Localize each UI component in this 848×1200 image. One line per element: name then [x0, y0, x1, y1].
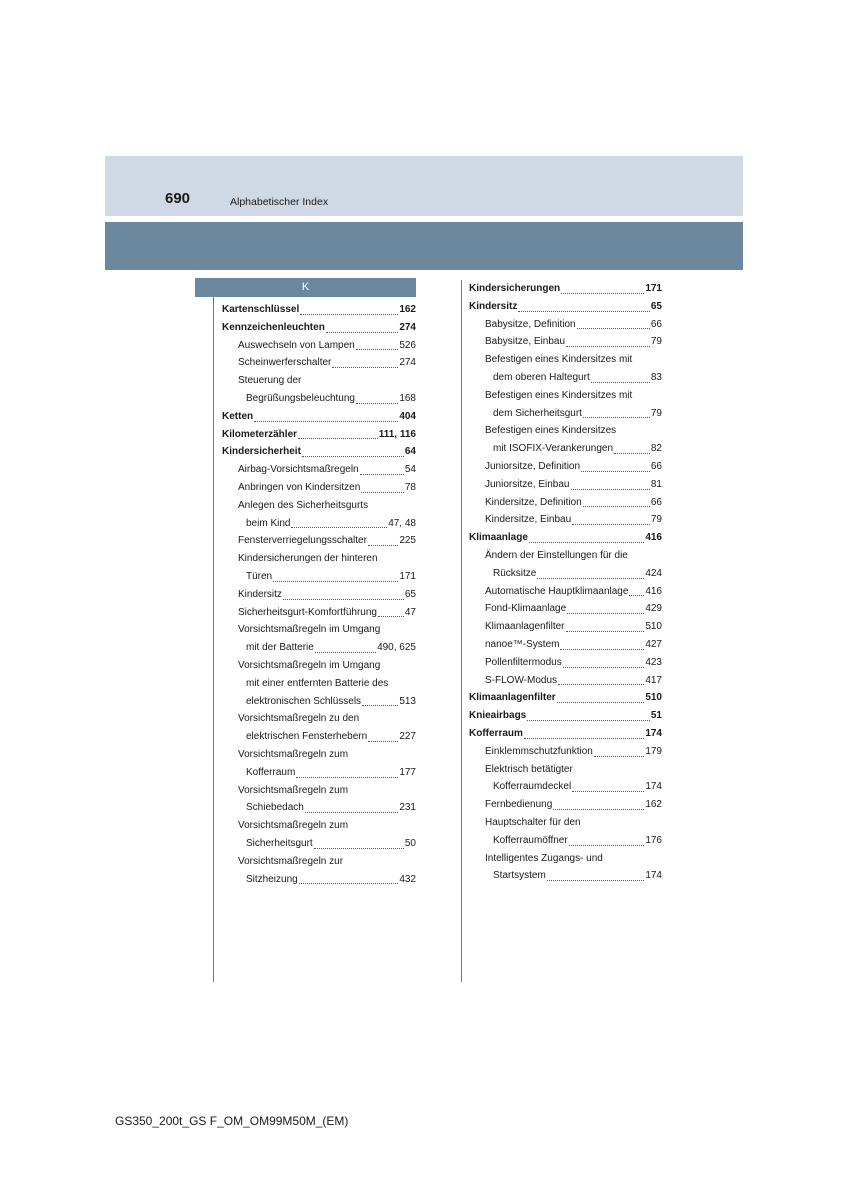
index-entry [222, 639, 416, 657]
index-entry-page: 429 [645, 603, 662, 615]
leader-dots [557, 702, 645, 703]
index-entry-text: Klimaanlage [469, 532, 528, 544]
index-entry-text: Kindersitz [238, 588, 282, 600]
index-entry-text: Befestigen eines Kindersitzes mit [485, 389, 633, 401]
leader-dots [356, 349, 399, 350]
index-entry [469, 707, 662, 725]
index-entry-page: 510 [645, 621, 662, 633]
header-color-band [105, 222, 743, 270]
index-entry-page: 65 [650, 300, 662, 312]
page-title: Alphabetischer Index [230, 196, 329, 208]
index-entry-text: Sitzheizung [246, 873, 298, 885]
index-entry-page: 490, 625 [377, 642, 416, 654]
index-entry-text: Anbringen von Kindersitzen [238, 481, 361, 493]
index-entry [469, 333, 662, 351]
index-entry [222, 728, 416, 746]
index-entry-page: 162 [645, 799, 662, 811]
index-entry [469, 280, 662, 298]
index-entry-page: 526 [399, 339, 416, 351]
leader-dots [572, 791, 644, 792]
leader-dots [560, 649, 644, 650]
index-entry-text: Kindersitze, Definition [485, 496, 582, 508]
page-number: 690 [165, 190, 191, 207]
index-entry-text: Türen [246, 570, 273, 582]
index-entry [222, 461, 416, 479]
index-entry-text: Kennzeichenleuchten [222, 321, 325, 333]
index-entry-text: Begrüßungsbeleuchtung [246, 392, 355, 404]
left-column-rule [213, 297, 214, 982]
leader-dots [296, 777, 398, 778]
leader-dots [569, 845, 645, 846]
index-entry-text: Ketten [222, 410, 254, 422]
document-code: GS350_200t_GS F_OM_OM99M50M_(EM) [115, 1114, 349, 1128]
index-entry [222, 621, 416, 639]
index-entry-text: mit ISOFIX-Verankerungen [493, 443, 614, 455]
index-entry [469, 796, 662, 814]
index-entry-text: Befestigen eines Kindersitzes mit [485, 354, 633, 366]
index-entry-text: Vorsichtsmaßregeln zum [238, 748, 349, 760]
leader-dots [368, 741, 398, 742]
leader-dots [291, 527, 387, 528]
index-entry-text: Kindersicherungen [469, 283, 561, 294]
index-entry [469, 405, 662, 423]
leader-dots [527, 720, 650, 721]
index-entry [469, 298, 662, 316]
index-entry-page: 66 [650, 318, 662, 330]
index-entry-page: 51 [650, 710, 662, 722]
index-entry [222, 390, 416, 408]
index-entry-page: 111, 116 [378, 428, 416, 440]
index-entry [469, 476, 662, 494]
index-entry [222, 853, 416, 871]
index-entry-page: 64 [404, 446, 416, 458]
index-entry [469, 814, 662, 832]
leader-dots [567, 613, 644, 614]
index-column-right [469, 280, 662, 885]
index-entry-text: Babysitze, Einbau [485, 336, 566, 348]
leader-dots [563, 667, 645, 668]
index-entry [469, 689, 662, 707]
leader-dots [362, 705, 398, 706]
index-entry-page: 424 [645, 567, 662, 579]
index-entry [469, 565, 662, 583]
index-entry-page: 171 [399, 570, 416, 582]
index-entry-text: Kindersicherungen der hinteren [238, 553, 378, 565]
index-entry [222, 301, 416, 319]
leader-dots [581, 471, 650, 472]
leader-dots [524, 738, 644, 739]
leader-dots [368, 545, 398, 546]
index-entry-page: 417 [645, 674, 662, 686]
leader-dots [298, 438, 378, 439]
index-entry [222, 871, 416, 889]
index-entry-page: 54 [404, 464, 416, 476]
index-entry-text: elektrischen Fensterhebern [246, 731, 368, 743]
index-entry [469, 867, 662, 885]
index-entry-page: 66 [650, 460, 662, 472]
index-entry-text: Einklemmschutzfunktion [485, 745, 593, 757]
index-entry-text: Vorsichtsmaßregeln im Umgang [238, 624, 381, 636]
leader-dots [302, 456, 404, 457]
index-entry-text: Startsystem [493, 870, 546, 882]
index-entry-page: 174 [645, 870, 662, 882]
index-entry-text: Ändern der Einstellungen für die [485, 549, 628, 561]
leader-dots [254, 421, 398, 422]
index-entry-text: Kindersitz [469, 300, 518, 312]
index-entry [222, 799, 416, 817]
index-entry-text: Vorsichtsmaßregeln zum [238, 820, 349, 832]
section-letter-bar: K [195, 278, 416, 297]
index-entry [469, 583, 662, 601]
index-entry-text: Vorsichtsmaßregeln zur [238, 855, 344, 867]
index-entry-page: 168 [399, 392, 416, 404]
index-entry [469, 725, 662, 743]
index-entry-page: 79 [650, 514, 662, 526]
index-entry [222, 497, 416, 515]
index-entry-page: 47 [404, 606, 416, 618]
index-entry-text: Hauptschalter für den [485, 816, 581, 828]
index-entry-page: 176 [645, 834, 662, 846]
index-entry [469, 440, 662, 458]
index-entry-text: beim Kind [246, 517, 291, 529]
leader-dots [273, 581, 398, 582]
index-entry [469, 761, 662, 779]
index-entry-page: 174 [645, 781, 662, 793]
index-entry-text: Automatische Hauptklimaanlage [485, 585, 629, 597]
index-entry-text: Kilometerzähler [222, 428, 298, 440]
leader-dots [518, 311, 650, 312]
index-entry [222, 746, 416, 764]
leader-dots [629, 595, 644, 596]
index-entry [222, 515, 416, 533]
index-entry [469, 529, 662, 547]
index-entry-text: Fernbedienung [485, 799, 553, 811]
index-entry [222, 372, 416, 390]
leader-dots [529, 542, 644, 543]
index-entry-text: Fensterverriegelungsschalter [238, 535, 367, 547]
index-entry-text: Vorsichtsmaßregeln zum [238, 784, 349, 796]
index-entry [222, 604, 416, 622]
index-entry-page: 47, 48 [388, 517, 416, 529]
index-entry-text: elektronischen Schlüssels [246, 695, 362, 707]
index-entry [469, 316, 662, 334]
index-entry-page: 81 [650, 478, 662, 490]
index-entry [469, 422, 662, 440]
leader-dots [299, 883, 399, 884]
index-entry-page: 274 [399, 357, 416, 369]
index-entry [469, 511, 662, 529]
index-entry-text: Vorsichtsmaßregeln im Umgang [238, 659, 381, 671]
leader-dots [572, 524, 650, 525]
leader-dots [360, 474, 404, 475]
index-column-left [222, 301, 416, 888]
index-entry [469, 547, 662, 565]
index-entry [469, 778, 662, 796]
index-entry [469, 850, 662, 868]
index-entry [469, 351, 662, 369]
leader-dots [314, 848, 404, 849]
index-entry-text: Babysitze, Definition [485, 318, 576, 330]
index-entry-page: 432 [399, 873, 416, 885]
index-entry [222, 693, 416, 711]
leader-dots [561, 293, 644, 294]
index-entry-text: dem Sicherheitsgurt [493, 407, 582, 419]
index-entry [469, 618, 662, 636]
index-entry-page: 404 [399, 410, 416, 422]
index-entry-text: Auswechseln von Lampen [238, 339, 355, 351]
index-entry [222, 817, 416, 835]
index-entry-page: 416 [645, 585, 662, 597]
index-entry-page: 227 [399, 731, 416, 743]
index-entry-text: dem oberen Haltegurt [493, 371, 590, 383]
index-entry [469, 458, 662, 476]
leader-dots [300, 314, 398, 315]
index-entry [222, 408, 416, 426]
index-entry-page: 231 [399, 802, 416, 814]
index-entry-page: 513 [399, 695, 416, 707]
index-entry [222, 479, 416, 497]
index-entry [222, 782, 416, 800]
index-entry-page: 225 [399, 535, 416, 547]
middle-column-rule [461, 280, 462, 982]
index-entry-text: Klimaanlagenfilter [485, 621, 565, 633]
index-entry-text: Klimaanlagenfilter [469, 692, 556, 704]
leader-dots [583, 417, 650, 418]
leader-dots [614, 453, 650, 454]
index-entry [222, 354, 416, 372]
index-entry-text: Befestigen eines Kindersitzes [485, 425, 617, 437]
index-entry-text: Sicherheitsgurt-Komfortführung [238, 606, 377, 618]
index-entry-page: 78 [404, 481, 416, 493]
index-entry-text: Elektrisch betätigter [485, 763, 573, 775]
index-entry [469, 636, 662, 654]
index-entry [222, 319, 416, 337]
index-entry [222, 675, 416, 693]
index-entry [222, 657, 416, 675]
index-entry-page: 79 [650, 407, 662, 419]
index-entry [469, 600, 662, 618]
index-entry [222, 532, 416, 550]
index-entry [222, 443, 416, 461]
index-entry [222, 426, 416, 444]
index-entry-text: Steuerung der [238, 375, 302, 387]
index-entry [469, 369, 662, 387]
index-entry-text: Vorsichtsmaßregeln zu den [238, 713, 360, 725]
index-entry-page: 274 [399, 321, 416, 333]
leader-dots [566, 631, 645, 632]
index-entry-text: nanoe™-System [485, 638, 560, 650]
header-top-band [105, 156, 743, 216]
leader-dots [332, 367, 398, 368]
index-entry-text: Kofferraumöffner [493, 834, 568, 846]
index-entry [222, 764, 416, 782]
index-entry-page: 83 [650, 371, 662, 383]
index-entry-page: 50 [404, 837, 416, 849]
leader-dots [558, 684, 644, 685]
index-entry-page: 174 [645, 727, 662, 739]
index-entry-page: 416 [645, 532, 662, 544]
index-entry-text: mit einer entfernten Batterie des [246, 677, 389, 689]
index-entry-page: 82 [650, 443, 662, 455]
index-entry-text: Knieairbags [469, 710, 527, 722]
index-entry-text: Intelligentes Zugangs- und [485, 852, 603, 864]
index-entry [469, 494, 662, 512]
index-entry-text: mit der Batterie [246, 642, 314, 654]
leader-dots [553, 809, 644, 810]
index-entry-text: Scheinwerferschalter [238, 357, 332, 369]
index-entry-page: 171 [645, 283, 662, 294]
leader-dots [571, 489, 650, 490]
index-entry [469, 672, 662, 690]
index-entry-text: Kindersitze, Einbau [485, 514, 572, 526]
index-entry-text: Schiebedach [246, 802, 304, 814]
leader-dots [305, 812, 398, 813]
index-entry-text: Kindersicherheit [222, 446, 301, 458]
index-entry-text: Pollenfiltermodus [485, 656, 562, 668]
index-entry-page: 179 [645, 745, 662, 757]
index-entry [222, 550, 416, 568]
index-entry-text: Sicherheitsgurt [246, 837, 313, 849]
index-entry [222, 568, 416, 586]
leader-dots [315, 652, 376, 653]
index-entry-text: Airbag-Vorsichtsmaßregeln [238, 464, 359, 476]
index-entry [469, 654, 662, 672]
leader-dots [378, 616, 404, 617]
leader-dots [547, 880, 645, 881]
leader-dots [326, 332, 399, 333]
index-entry-text: Kofferraum [469, 727, 523, 739]
leader-dots [537, 578, 644, 579]
leader-dots [361, 492, 404, 493]
index-entry-page: 162 [399, 304, 416, 315]
index-entry-text: Juniorsitze, Definition [485, 460, 581, 472]
index-entry [222, 835, 416, 853]
leader-dots [577, 328, 650, 329]
index-entry-text: Kartenschlüssel [222, 304, 300, 315]
index-entry-page: 65 [404, 588, 416, 600]
index-entry [469, 743, 662, 761]
index-entry-page: 510 [645, 692, 662, 704]
index-entry-page: 79 [650, 336, 662, 348]
index-entry-page: 177 [399, 766, 416, 778]
index-entry-text: Juniorsitze, Einbau [485, 478, 570, 490]
index-entry-text: Kofferraum [246, 766, 296, 778]
index-entry-page: 423 [645, 656, 662, 668]
index-entry-text: Rücksitze [493, 567, 537, 579]
leader-dots [566, 346, 650, 347]
leader-dots [583, 506, 650, 507]
leader-dots [591, 382, 650, 383]
index-entry-text: Anlegen des Sicherheitsgurts [238, 499, 369, 511]
index-entry-text: Kofferraumdeckel [493, 781, 572, 793]
index-entry-page: 427 [645, 638, 662, 650]
index-entry-page: 66 [650, 496, 662, 508]
leader-dots [283, 599, 404, 600]
index-entry-text: S-FLOW-Modus [485, 674, 558, 686]
index-entry [469, 387, 662, 405]
index-entry [222, 586, 416, 604]
index-entry [469, 832, 662, 850]
leader-dots [594, 756, 644, 757]
index-entry [222, 710, 416, 728]
index-entry [222, 337, 416, 355]
leader-dots [356, 403, 398, 404]
index-entry-text: Fond-Klimaanlage [485, 603, 567, 615]
